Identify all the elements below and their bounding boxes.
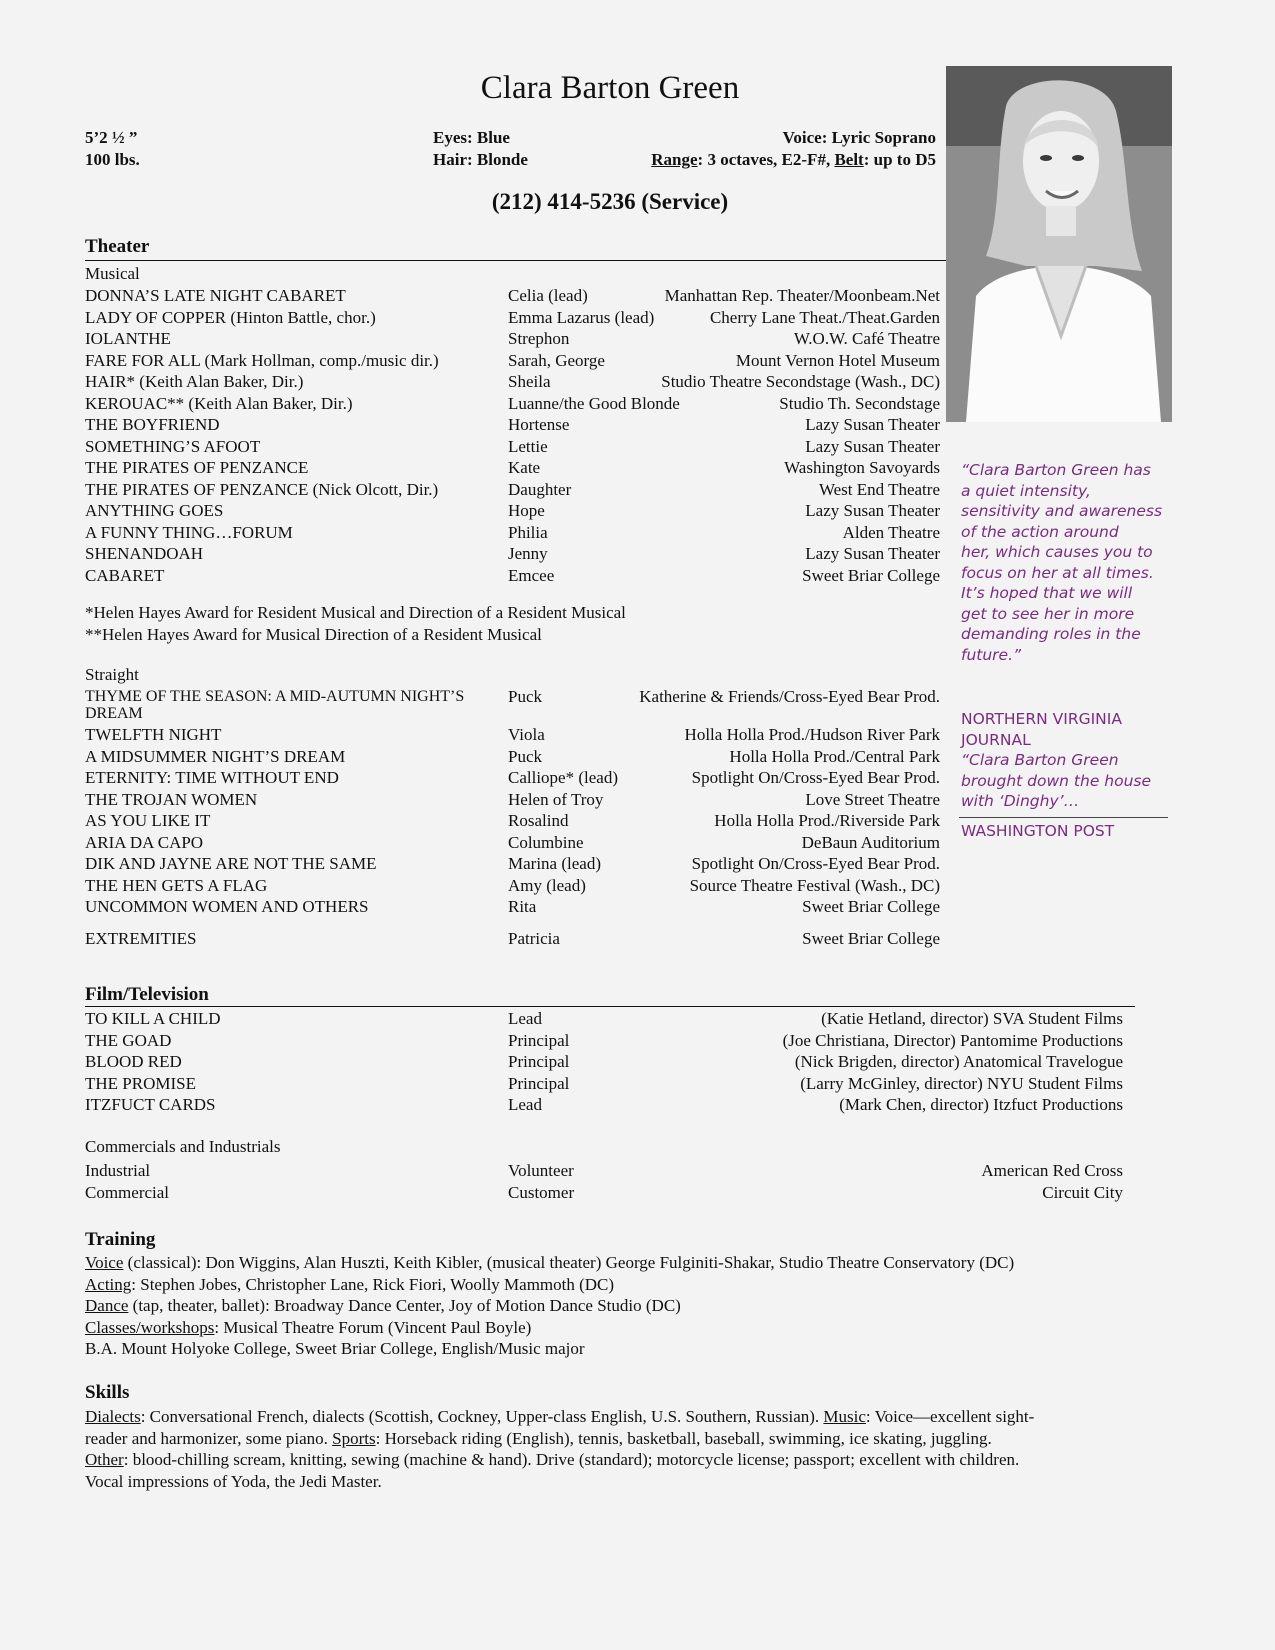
quote-line: “Clara Barton Green has xyxy=(961,461,1151,479)
credit-show: DONNA’S LATE NIGHT CABARET xyxy=(85,286,346,305)
commercials-subheading: Commercials and Industrials xyxy=(85,1137,281,1156)
credit-row xyxy=(85,746,940,767)
training-details xyxy=(85,1252,1145,1360)
credit-role: Principal xyxy=(508,1073,570,1093)
credit-venue: American Red Cross xyxy=(981,1161,1123,1180)
credit-show: SOMETHING’S AFOOT xyxy=(85,436,261,456)
training-education: B.A. Mount Holyoke College, Sweet Briar College, English/Music major xyxy=(85,1339,585,1358)
skills-line-2: reader and harmonizer, some piano. Sports: Horseback riding (English), tennis, basketball, baseball, swimming, ice skating, juggling. xyxy=(85,1428,992,1448)
physical-stats xyxy=(85,127,140,171)
credit-show: THE PIRATES OF PENZANCE xyxy=(85,458,309,477)
credit-show: BLOOD RED xyxy=(85,1052,182,1071)
footnote-helen-hayes-1: *Helen Hayes Award for Resident Musical and Direction of a Resident Musical xyxy=(85,603,626,622)
skills-line-3: Other: blood-chilling scream, knitting, sewing (machine & hand). Drive (standard); motorcycle license; passport; excellent with children. xyxy=(85,1450,1020,1469)
credit-venue: Studio Th. Secondstage xyxy=(779,393,940,413)
credit-venue: DeBaun Auditorium xyxy=(801,832,940,852)
headshot-image xyxy=(946,66,1172,422)
credit-venue: Cherry Lane Theat./Theat.Garden xyxy=(709,307,940,327)
credit-row xyxy=(85,393,940,414)
theater-rule xyxy=(85,260,946,261)
quote-line: future.” xyxy=(961,645,1022,664)
credit-venue: Circuit City xyxy=(1042,1182,1123,1202)
credit-venue: (Katie Hetland, director) SVA Student Films xyxy=(821,1009,1123,1028)
credit-role: Lead xyxy=(508,1009,542,1028)
skills-line-4: Vocal impressions of Yoda, the Jedi Master. xyxy=(85,1471,382,1491)
quote-line: It’s hoped that we will xyxy=(961,584,1133,602)
credit-role: Strephon xyxy=(508,329,570,348)
credit-role: Principal xyxy=(508,1030,570,1050)
credit-venue: (Larry McGinley, director) NYU Student Films xyxy=(800,1073,1123,1093)
credit-role: Hope xyxy=(508,501,545,520)
section-film-title: Film/Television xyxy=(85,984,209,1005)
credit-venue: Sweet Briar College xyxy=(802,929,940,948)
credit-venue: Holla Holla Prod./Riverside Park xyxy=(714,811,940,830)
credit-venue: Holla Holla Prod./Hudson River Park xyxy=(684,725,940,744)
credit-venue: Lazy Susan Theater xyxy=(805,415,940,434)
voice-stats xyxy=(560,127,936,171)
training-dance: Dance (tap, theater, ballet): Broadway Dance Center, Joy of Motion Dance Studio (DC) xyxy=(85,1296,681,1315)
credit-row xyxy=(85,457,940,478)
range-text: Range: 3 octaves, E2-F#, Belt: up to D5 xyxy=(651,150,936,169)
credit-venue: Alden Theatre xyxy=(842,522,940,542)
credit-show: THE TROJAN WOMEN xyxy=(85,789,258,809)
phone-number: (212) 414-5236 (Service) xyxy=(491,189,729,214)
credit-role: Luanne/the Good Blonde xyxy=(508,393,680,413)
credit-venue: (Joe Christiana, Director) Pantomime Productions xyxy=(782,1030,1123,1050)
credit-venue: Studio Theatre Secondstage (Wash., DC) xyxy=(661,372,940,391)
credit-show: AS YOU LIKE IT xyxy=(85,811,211,830)
credit-venue: Holla Holla Prod./Central Park xyxy=(729,746,940,766)
film-rule xyxy=(85,1006,1135,1007)
training-acting: Acting: Stephen Jobes, Christopher Lane, Rick Fiori, Woolly Mammoth (DC) xyxy=(85,1274,615,1294)
credit-venue: Source Theatre Festival (Wash., DC) xyxy=(689,875,940,895)
credit-row xyxy=(85,479,940,500)
credit-row xyxy=(85,724,940,745)
credit-row xyxy=(85,767,940,788)
credit-row xyxy=(85,1051,1123,1072)
quote-line: of the action around xyxy=(961,522,1119,541)
credit-row xyxy=(85,875,940,896)
quote-line: get to see her in more xyxy=(961,604,1135,623)
credit-role: Kate xyxy=(508,458,541,477)
credit-show: TO KILL A CHILD xyxy=(85,1009,221,1028)
belt-label: Belt xyxy=(834,150,864,169)
review-quote-1 xyxy=(961,460,1173,665)
source-line: JOURNAL xyxy=(961,730,1031,749)
performer-name: Clara Barton Green xyxy=(480,70,740,106)
credit-row xyxy=(85,436,940,457)
credit-show: THE HEN GETS A FLAG xyxy=(85,875,268,895)
credit-show: SHENANDOAH xyxy=(85,544,204,563)
quote-line: her, which causes you to xyxy=(961,543,1153,561)
credit-show: DIK AND JAYNE ARE NOT THE SAME xyxy=(85,854,377,873)
quote-line: focus on her at all times. xyxy=(961,563,1154,582)
straight-subheading: Straight xyxy=(85,665,139,684)
credit-role: Calliope* (lead) xyxy=(508,768,618,787)
musical-subheading: Musical xyxy=(85,264,140,283)
credit-show: A MIDSUMMER NIGHT’S DREAM xyxy=(85,746,346,766)
credit-show: FARE FOR ALL (Mark Hollman, comp./music dir.) xyxy=(85,350,439,370)
credit-role: Emma Lazarus (lead) xyxy=(508,307,655,327)
credit-role: Jenny xyxy=(508,544,548,563)
voice-text: Voice: Lyric Soprano xyxy=(782,128,936,147)
credit-show-two-line: THYME OF THE SEASON: A MID-AUTUMN NIGHT’S DREAM xyxy=(85,688,465,722)
credit-venue: W.O.W. Café Theatre xyxy=(793,329,940,348)
credit-row xyxy=(85,789,940,810)
credit-show: CABARET xyxy=(85,565,165,585)
credit-row xyxy=(85,371,940,392)
training-classes: Classes/workshops: Musical Theatre Forum (Vincent Paul Boyle) xyxy=(85,1317,532,1337)
credit-venue: Mount Vernon Hotel Museum xyxy=(735,350,940,370)
credit-role: Lettie xyxy=(508,436,548,456)
credit-venue: Sweet Briar College xyxy=(802,565,940,585)
credit-row xyxy=(85,896,940,917)
review-source-2: WASHINGTON POST xyxy=(961,822,1115,840)
credit-venue: Lazy Susan Theater xyxy=(805,436,940,456)
skills-line-1: Dialects: Conversational French, dialects (Scottish, Cockney, Upper-class English, U.S. Southern, Russian). Music: Voice—excellent sight- xyxy=(85,1407,1035,1426)
credit-show: UNCOMMON WOMEN AND OTHERS xyxy=(85,897,369,916)
credit-role: Celia (lead) xyxy=(508,286,588,305)
credit-row xyxy=(85,1094,1123,1115)
credit-row xyxy=(85,500,940,521)
source-line: NORTHERN VIRGINIA xyxy=(961,710,1122,728)
credit-role: Puck xyxy=(508,687,542,706)
credit-show: A FUNNY THING…FORUM xyxy=(85,522,293,542)
credit-show: IOLANTHE xyxy=(85,329,171,348)
credit-venue: Spotlight On/Cross-Eyed Bear Prod. xyxy=(691,854,940,873)
credit-row xyxy=(85,1182,1123,1203)
quote-divider xyxy=(959,817,1168,818)
credit-role: Columbine xyxy=(508,832,584,852)
credit-row xyxy=(85,1030,1123,1051)
credit-role: Patricia xyxy=(508,929,560,948)
credit-venue: Sweet Briar College xyxy=(802,897,940,916)
headshot-photo xyxy=(946,66,1172,422)
credit-row xyxy=(85,565,940,586)
quote-line: “Clara Barton Green xyxy=(961,751,1119,769)
credit-row xyxy=(85,853,940,874)
credit-show: THE GOAD xyxy=(85,1030,172,1050)
quote-line: with ‘Dinghy’… xyxy=(961,792,1080,810)
footnote-helen-hayes-2: **Helen Hayes Award for Musical Direction of a Resident Musical xyxy=(85,625,542,644)
review-source-1 xyxy=(961,709,1173,750)
credit-venue: (Nick Brigden, director) Anatomical Travelogue xyxy=(794,1052,1123,1071)
credit-show: THE BOYFRIEND xyxy=(85,415,220,434)
quote-line: brought down the house xyxy=(961,771,1152,790)
credit-row xyxy=(85,1008,1123,1029)
credit-role: Viola xyxy=(508,725,545,744)
credit-show: HAIR* (Keith Alan Baker, Dir.) xyxy=(85,372,304,391)
credit-role: Customer xyxy=(508,1182,575,1202)
credit-role: Rosalind xyxy=(508,811,569,830)
credit-venue: Lazy Susan Theater xyxy=(805,544,940,563)
credit-role: Philia xyxy=(508,522,548,542)
credit-role: Puck xyxy=(508,746,542,766)
credit-role: Sheila xyxy=(508,372,551,391)
review-quote-2 xyxy=(961,750,1173,812)
credit-venue: (Mark Chen, director) Itzfuct Productions xyxy=(839,1095,1123,1114)
skills-details xyxy=(85,1406,1145,1492)
credit-role: Principal xyxy=(508,1052,570,1071)
credit-row xyxy=(85,285,940,306)
credit-show: Industrial xyxy=(85,1161,151,1180)
credit-show: THE PIRATES OF PENZANCE (Nick Olcott, Dir.) xyxy=(85,479,439,499)
credit-role: Sarah, George xyxy=(508,350,605,370)
credit-row xyxy=(85,350,940,371)
credit-venue: Manhattan Rep. Theater/Moonbeam.Net xyxy=(664,286,940,305)
credit-row xyxy=(85,328,940,349)
credit-row xyxy=(85,307,940,328)
credit-role: Lead xyxy=(508,1095,542,1114)
credit-role: Rita xyxy=(508,897,537,916)
credit-show: ANYTHING GOES xyxy=(85,501,224,520)
credit-row xyxy=(85,928,940,949)
credit-row xyxy=(85,832,940,853)
credit-venue: Spotlight On/Cross-Eyed Bear Prod. xyxy=(691,768,940,787)
credit-show: ETERNITY: TIME WITHOUT END xyxy=(85,768,339,787)
weight-text: 100 lbs. xyxy=(85,150,140,169)
credit-show: ARIA DA CAPO xyxy=(85,832,204,852)
section-training-title: Training xyxy=(85,1229,156,1250)
credit-row xyxy=(85,1073,1123,1094)
credit-show: KEROUAC** (Keith Alan Baker, Dir.) xyxy=(85,393,353,413)
credit-venue: Washington Savoyards xyxy=(784,458,940,477)
credit-role: Volunteer xyxy=(508,1161,574,1180)
credit-row xyxy=(85,543,940,564)
height-text: 5’2 ½ ” xyxy=(85,128,138,147)
credit-venue: Katherine & Friends/Cross-Eyed Bear Prod. xyxy=(639,687,940,706)
credit-row xyxy=(85,810,940,831)
quote-line: sensitivity and awareness xyxy=(961,502,1163,520)
credit-role: Hortense xyxy=(508,415,570,434)
appearance-stats xyxy=(433,127,528,171)
credit-row xyxy=(85,1160,1123,1181)
credit-show: THE PROMISE xyxy=(85,1073,196,1093)
credit-row xyxy=(85,522,940,543)
section-theater-title: Theater xyxy=(85,236,150,257)
credit-show: TWELFTH NIGHT xyxy=(85,725,222,744)
training-voice: Voice (classical): Don Wiggins, Alan Huszti, Keith Kibler, (musical theater) George Fulginiti-Shakar, Studio Theatre Conservatory (DC) xyxy=(85,1253,1015,1272)
credit-role: Helen of Troy xyxy=(508,789,604,809)
credit-show: EXTREMITIES xyxy=(85,929,197,948)
credit-show: ITZFUCT CARDS xyxy=(85,1095,216,1114)
credit-venue: Lazy Susan Theater xyxy=(805,501,940,520)
hair-text: Hair: Blonde xyxy=(433,150,528,169)
eyes-text: Eyes: Blue xyxy=(433,128,510,147)
credit-role: Marina (lead) xyxy=(508,854,601,873)
quote-line: a quiet intensity, xyxy=(961,481,1091,500)
credit-venue: Love Street Theatre xyxy=(805,789,940,809)
credit-role: Daughter xyxy=(508,479,572,499)
credit-role: Emcee xyxy=(508,565,555,585)
credit-role: Amy (lead) xyxy=(508,875,586,895)
section-skills-title: Skills xyxy=(85,1382,130,1403)
credit-row xyxy=(85,414,940,435)
credit-show: Commercial xyxy=(85,1182,170,1202)
range-label: Range xyxy=(651,150,698,169)
quote-line: demanding roles in the xyxy=(961,625,1141,643)
credit-show: LADY OF COPPER (Hinton Battle, chor.) xyxy=(85,307,376,327)
credit-venue: West End Theatre xyxy=(818,479,940,499)
